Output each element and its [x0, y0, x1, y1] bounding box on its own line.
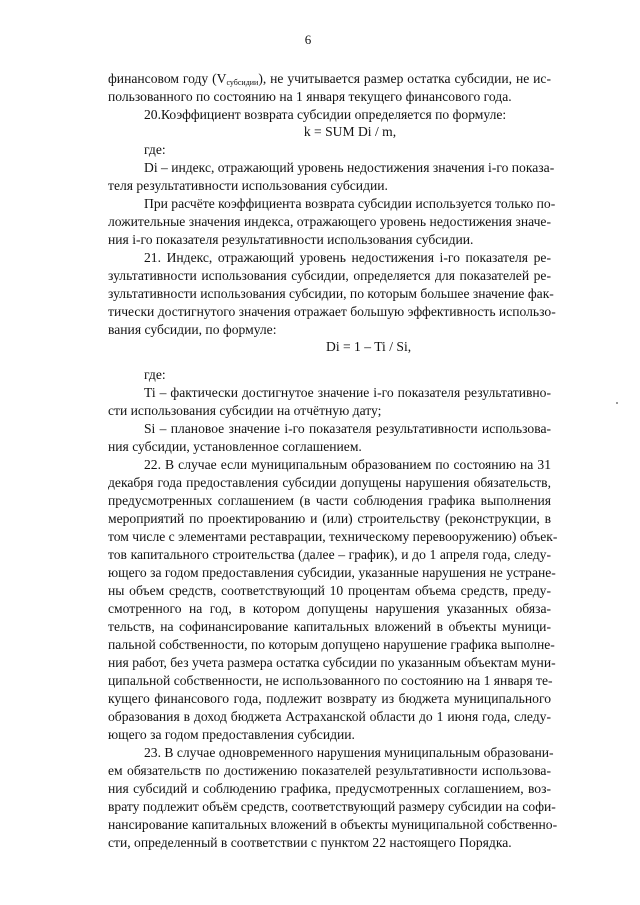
text-line-content: врату подлежит объём средств, соответствующий размеру субсидии на софи-	[108, 799, 556, 814]
text-line	[0, 780, 640, 798]
text-line-content: сти использования субсидии на отчётную дату;	[108, 403, 382, 418]
text-line-content: нансирование капитальных вложений в объекты муниципальной собственно-	[108, 817, 558, 832]
text-line	[0, 456, 640, 474]
text-line	[0, 798, 640, 816]
text-line	[0, 195, 640, 213]
subscript: субсидии	[226, 78, 259, 87]
text-line	[0, 600, 640, 618]
text-line-content: где:	[144, 367, 166, 382]
text-line-content: ния субсидии, установленное соглашением.	[108, 439, 362, 454]
text-line	[0, 249, 640, 267]
text-line-content: Si – плановое значение i-го показателя результативности использова-	[144, 421, 551, 436]
text-line	[0, 303, 640, 321]
text-line-content: тов капитального строительства (далее – график), и до 1 апреля года, следу-	[108, 547, 551, 562]
text-line-content: смотренного на год, в котором допущены нарушения указанных обяза-	[108, 601, 551, 616]
text-line-content: зультативности использования субсидии, по которым большее значение фак-	[108, 286, 554, 301]
text-line	[0, 88, 640, 106]
text-line-content: декабря года предоставления субсидии допущены нарушения обязательств,	[108, 475, 551, 490]
text-line	[0, 708, 640, 726]
text-line-content: пальной собственности, по которым допущено нарушение графика выполне-	[108, 637, 555, 652]
text-line-content: Di – индекс, отражающий уровень недостижения значения i-го показа-	[144, 160, 555, 175]
text-line-content: тически достигнутого значения отражает большую эффективность использо-	[108, 304, 556, 319]
text-line-content: ны объем средств, соответствующий 10 процентам объема средств, преду-	[108, 583, 551, 598]
text-line-content: вания субсидии, по формуле:	[108, 322, 277, 337]
text-line	[0, 618, 640, 636]
text-line	[0, 762, 640, 780]
text-line-content: 23. В случае одновременного нарушения муниципальным образовани-	[144, 745, 554, 760]
text-line-content: мероприятий по проектированию и (или) строительству (реконструкции, в	[108, 511, 551, 526]
text-line	[0, 213, 640, 231]
text-line-content: кущего финансового года, подлежит возврату из бюджета муниципального	[108, 691, 551, 706]
text-line	[0, 159, 640, 177]
text-line	[0, 177, 640, 195]
text-line-content: ющего за годом предоставления субсидии, указанные нарушения не устране-	[108, 565, 556, 580]
formula	[0, 123, 640, 141]
text-line-content: ния работ, без учета размера остатка субсидии по указанным объектам муни-	[108, 655, 556, 670]
text-line-content: ложительные значения индекса, отражающего уровень недостижения значе-	[108, 214, 551, 229]
text-line	[0, 582, 640, 600]
formula-k: k = SUM Di / m,	[303, 124, 397, 139]
text-run: финансовом году (V	[108, 71, 227, 86]
text-line-content: ципальной собственности, не использованного по состоянию на 1 января те-	[108, 673, 553, 688]
text-line-content: ем обязательств по достижению показателей результативности использова-	[108, 763, 551, 778]
formula-di: Di = 1 – Ti / Si,	[326, 339, 412, 354]
text-line-content: ния i-го показателя результативности использования субсидии.	[108, 232, 474, 247]
text-line-content: теля результативности использования субсидии.	[108, 178, 388, 193]
text-line-content: Ti – фактически достигнутое значение i-го показателя результативно-	[144, 385, 551, 400]
text-line	[0, 474, 640, 492]
text-line-content: том числе с элементами реставрации, техническому перевооружению) объек-	[108, 529, 558, 544]
text-line-content: образования в доход бюджета Астраханской области до 1 июня года, следу-	[108, 709, 551, 724]
text-line	[0, 492, 640, 510]
text-line	[0, 402, 640, 420]
text-line	[0, 231, 640, 249]
text-line	[0, 285, 640, 303]
page-number: 6	[304, 32, 312, 47]
text-line-content: ния субсидий и соблюдению графика, предусмотренных соглашением, воз-	[108, 781, 551, 796]
text-line	[0, 564, 640, 582]
text-line	[0, 70, 640, 88]
text-run: ), не учитывается размер остатка субсидии, не ис-	[258, 71, 551, 86]
text-line	[0, 106, 640, 124]
text-line-content: зультативности использования субсидии, определяется для показателей ре-	[108, 268, 551, 283]
text-line-content: тельств, на софинансирование капитальных вложений в объекты муници-	[108, 619, 551, 634]
text-line	[0, 141, 640, 159]
text-line	[0, 384, 640, 402]
text-line	[0, 528, 640, 546]
text-line-content: При расчёте коэффициента возврата субсидии используется только по-	[144, 196, 556, 211]
text-line	[0, 438, 640, 456]
text-line	[0, 834, 640, 852]
text-line-content	[108, 70, 551, 88]
text-line-content: 21. Индекс, отражающий уровень недостижения i-го показателя ре-	[144, 250, 551, 265]
text-line	[0, 654, 640, 672]
text-line	[0, 510, 640, 528]
text-line	[0, 690, 640, 708]
text-line-content: пользованного по состоянию на 1 января текущего финансового года.	[108, 89, 512, 104]
text-line	[0, 672, 640, 690]
scan-speck	[616, 402, 618, 404]
text-line-content: предусмотренных соглашением (в части соблюдения графика выполнения	[108, 493, 551, 508]
text-line	[0, 267, 640, 285]
text-line	[0, 546, 640, 564]
text-line-content: 22. В случае если муниципальным образованием по состоянию на 31	[144, 457, 551, 472]
text-line	[0, 744, 640, 762]
text-line-content: 20.Коэффициент возврата субсидии определяется по формуле:	[144, 107, 507, 122]
text-line-content: сти, определенный в соответствии с пунктом 22 настоящего Порядка.	[108, 835, 512, 850]
text-line	[0, 816, 640, 834]
text-line	[0, 321, 640, 339]
text-line	[0, 726, 640, 744]
text-line	[0, 420, 640, 438]
text-line	[0, 636, 640, 654]
text-line-content: где:	[144, 142, 166, 157]
text-line	[0, 366, 640, 384]
formula	[0, 338, 640, 356]
text-line-content: ющего за годом предоставления субсидии.	[108, 727, 355, 742]
